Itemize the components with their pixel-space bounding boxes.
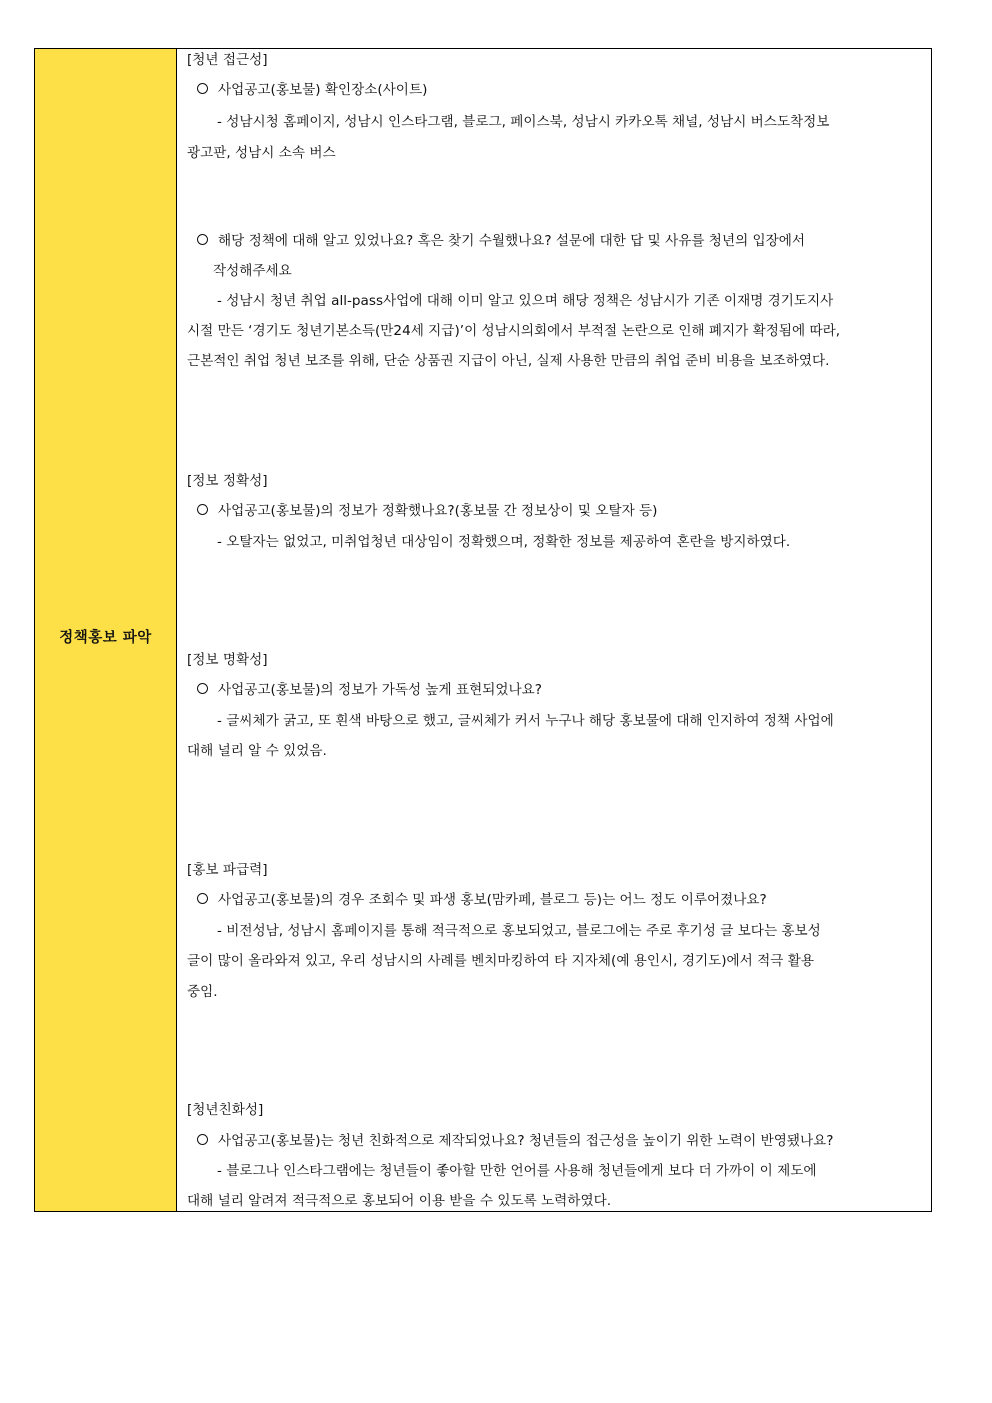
circle-bullet-icon: [197, 234, 208, 245]
clarity-question: 사업공고(홍보물)의 정보가 가독성 높게 표현되었나요?: [197, 675, 925, 705]
reach-question: 사업공고(홍보물)의 경우 조회수 및 파생 홍보(맘카페, 블로그 등)는 어느 정도 이루어졌나요?: [197, 885, 925, 915]
accuracy-question: 사업공고(홍보물)의 정보가 정확했나요?(홍보물 간 정보상이 및 오탈자 등): [197, 496, 925, 526]
content-cell: [177, 49, 931, 1211]
awareness-answer-line-1: - 성남시 청년 취업 all-pass사업에 대해 이미 알고 있으며 해당 정책은 성남시가 기존 이재명 경기도지사: [217, 293, 834, 309]
awareness-answer-line-3: 근본적인 취업 청년 보조를 위해, 단순 상품권 지급이 아닌, 실제 사용한 만큼의 취업 준비 비용을 보조하였다.: [187, 353, 830, 369]
access-heading: [청년 접근성]: [187, 52, 268, 68]
accuracy-heading: [정보 정확성]: [187, 473, 268, 489]
access-answer-line-1: - 성남시청 홈페이지, 성남시 인스타그램, 블로그, 페이스북, 성남시 카카오톡 채널, 성남시 버스도착정보: [217, 114, 830, 130]
circle-bullet-icon: [197, 893, 208, 904]
reach-answer-line-2: 글이 많이 올라와져 있고, 우리 성남시의 사례를 벤치마킹하여 타 지자체(예 용인시, 경기도)에서 적극 활용: [187, 953, 814, 969]
reach-answer-line-1: - 비전성남, 성남시 홈페이지를 통해 적극적으로 홍보되었고, 블로그에는 주로 후기성 글 보다는 홍보성: [217, 923, 821, 939]
circle-bullet-icon: [197, 504, 208, 515]
awareness-question: 해당 정책에 대해 알고 있었나요? 혹은 찾기 수월했나요? 설문에 대한 답 및 사유를 청년의 입장에서: [197, 226, 925, 256]
circle-bullet-icon: [197, 683, 208, 694]
clarity-answer-line-1: - 글씨체가 굵고, 또 흰색 바탕으로 했고, 글씨체가 커서 누구나 해당 홍보물에 대해 인지하여 정책 사업에: [217, 713, 834, 729]
policy-evaluation-table: [34, 48, 932, 1212]
clarity-answer-line-2: 대해 널리 알 수 있었음.: [187, 743, 327, 759]
reach-heading: [홍보 파급력]: [187, 862, 268, 878]
access-answer-line-2: 광고판, 성남시 소속 버스: [187, 145, 336, 161]
section-label: 정책홍보 파악: [59, 629, 152, 646]
awareness-answer-line-2: 시절 만든 ‘경기도 청년기본소득(만24세 지급)’이 성남시의회에서 부적절 논란으로 인해 폐지가 확정됨에 따라,: [187, 323, 841, 339]
reach-answer-line-3: 중임.: [187, 984, 218, 1000]
friendliness-question: 사업공고(홍보물)는 청년 친화적으로 제작되었나요? 청년들의 접근성을 높이기 위한 노력이 반영됐나요?: [197, 1126, 925, 1156]
friendliness-answer-line-1: - 블로그나 인스타그램에는 청년들이 좋아할 만한 언어를 사용해 청년들에게 보다 더 가까이 이 제도에: [217, 1163, 817, 1179]
friendliness-answer-line-2: 대해 널리 알려져 적극적으로 홍보되어 이용 받을 수 있도록 노력하였다.: [187, 1193, 612, 1209]
awareness-question-line-2: 작성해주세요: [213, 263, 292, 279]
friendliness-heading: [청년친화성]: [187, 1102, 264, 1118]
access-question: 사업공고(홍보물) 확인장소(사이트): [197, 75, 925, 105]
circle-bullet-icon: [197, 83, 208, 94]
circle-bullet-icon: [197, 1134, 208, 1145]
accuracy-answer-line-1: - 오탈자는 없었고, 미취업청년 대상임이 정확했으며, 정확한 정보를 제공하여 혼란을 방지하였다.: [217, 534, 791, 550]
clarity-heading: [정보 명확성]: [187, 652, 268, 668]
section-label-cell: [35, 49, 177, 1211]
